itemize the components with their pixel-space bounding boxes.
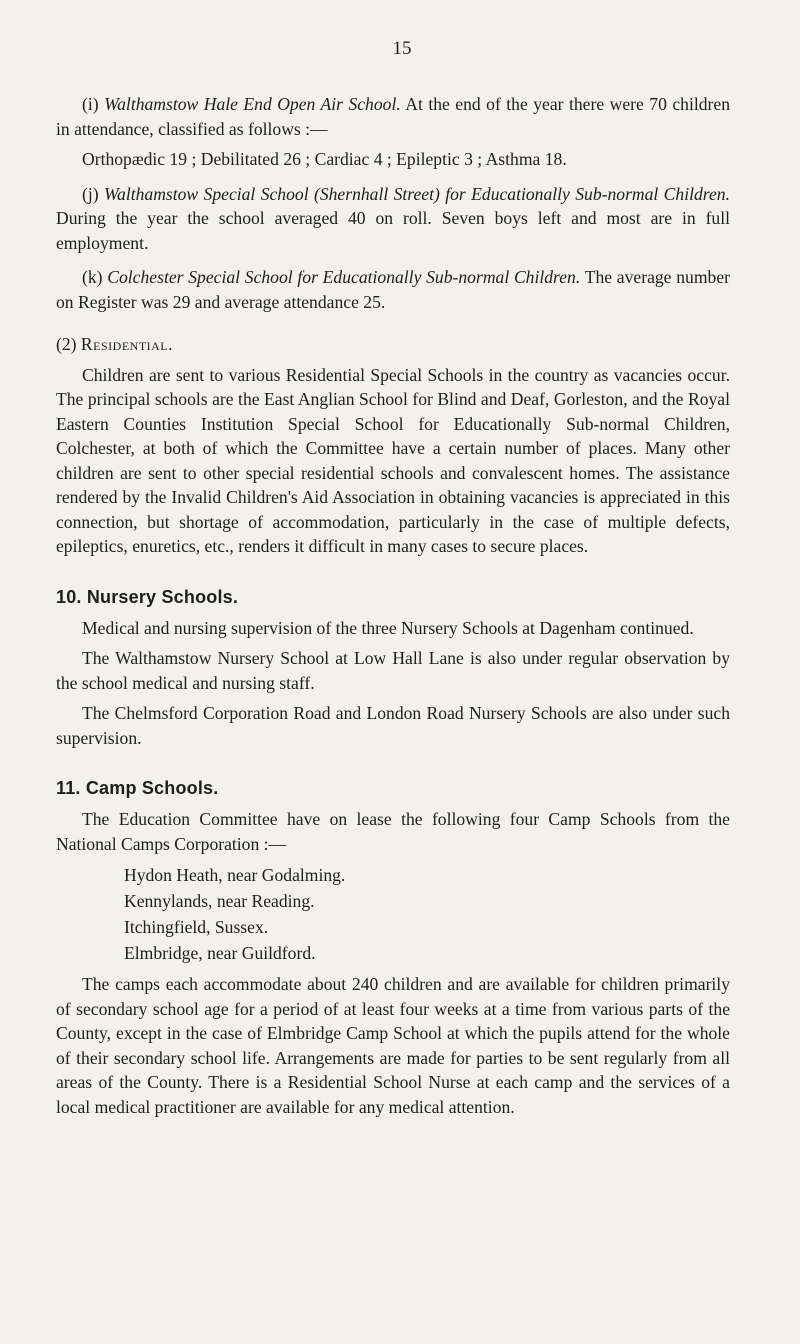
item-i-paragraph xyxy=(56,92,730,141)
residential-paragraph: Children are sent to various Residential Special Schools in the country as vacancies occur. The principal schools are the East Anglian School for Blind and Deaf, Gorleston, and the Royal Eastern Counties Institution Special School for Educationally Sub-normal Children, Colchester, at both of which the Committee have a certain number of places. Many other children are sent to other special residential schools and convalescent homes. The assistance rendered by the Invalid Children's Aid Association in obtaining vacancies is appreciated in this connection, but shortage of accommodation, particularly in the case of multiple defects, epileptics, enuretics, etc., renders it difficult in many cases to secure places. xyxy=(56,364,730,556)
item-i-title: Walthamstow Hale End Open Air School. xyxy=(104,94,401,114)
item-k-paragraph xyxy=(56,265,730,314)
item-i-text: At the end of the year there were 70 children in attendance, classified as follows :— xyxy=(56,94,730,139)
nursery-paragraph-3: The Chelmsford Corporation Road and London Road Nursery Schools are also under such supervision. xyxy=(56,703,730,748)
camp-schools-heading: 11. Camp Schools. xyxy=(56,778,219,798)
camp-intro-paragraph: The Education Committee have on lease the following four Camp Schools from the National Camps Corporation :— xyxy=(56,809,730,854)
camp-list-item: Hydon Heath, near Godalming. xyxy=(124,865,346,885)
residential-heading-text: Residential. xyxy=(80,334,174,354)
item-k-label: (k) xyxy=(82,267,103,287)
item-k-text: The average number on Register was 29 and average attendance 25. xyxy=(56,267,730,312)
item-i-classification: Orthopædic 19 ; Debilitated 26 ; Cardiac 4 ; Epileptic 3 ; Asthma 18. xyxy=(82,149,567,169)
item-j-title-part1: Walthamstow Special School xyxy=(103,183,309,204)
nursery-paragraph-1: Medical and nursing supervision of the three Nursery Schools at Dagenham continued. xyxy=(82,617,694,638)
residential-number: (2) xyxy=(56,334,77,354)
residential-heading xyxy=(56,332,730,357)
camp-list-item: Kennylands, near Reading. xyxy=(124,891,315,911)
nursery-paragraph-2: The Walthamstow Nursery School at Low Hall Lane is also under regular observation by the school medical and nursing staff. xyxy=(56,648,730,693)
item-k-title: Colchester Special School for Educationally Sub-normal Children. xyxy=(107,267,581,287)
camp-list-item: Elmbridge, near Guildford. xyxy=(124,943,316,963)
camp-list xyxy=(56,862,730,966)
item-j-title-part2: (Shernhall Street) xyxy=(313,183,440,204)
camp-closing-paragraph: The camps each accommodate about 240 children and are available for children primarily of secondary school age for a period of at least four weeks at a time from various parts of the County, except in the case of Elmbridge Camp School at which the pupils attend for the whole of their secondary school life. Arrangements are made for parties to be sent regularly from all areas of the County. There is a Residential School Nurse at each camp and the services of a local medical practitioner are available for any medical attention. xyxy=(56,974,730,1117)
item-j-text: During the year the school averaged 40 on roll. Seven boys left and most are in full employment. xyxy=(56,208,730,253)
camp-list-item: Itchingfield, Sussex. xyxy=(124,917,269,937)
nursery-schools-heading: 10. Nursery Schools. xyxy=(56,586,239,607)
item-j-paragraph xyxy=(56,182,730,256)
page-number: 15 xyxy=(392,38,412,59)
item-j-title-part3: for Educationally Sub-normal Children. xyxy=(445,183,730,204)
item-i-label: (i) xyxy=(82,94,99,114)
item-j-label: (j) xyxy=(82,183,99,204)
